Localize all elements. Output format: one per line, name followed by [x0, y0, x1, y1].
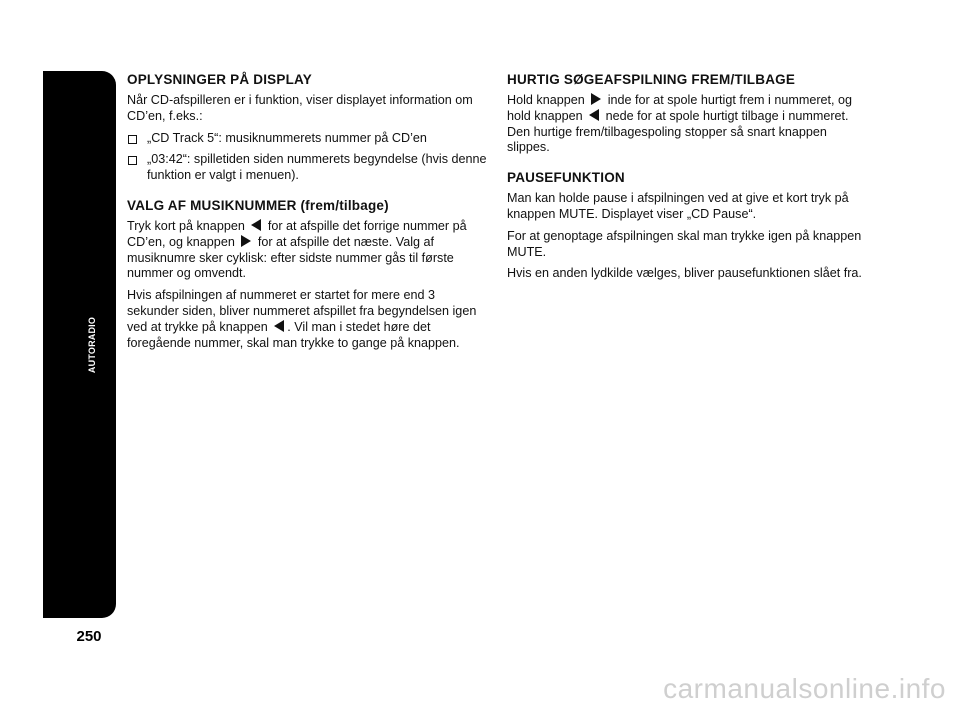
- checkbox-bullet-icon: [128, 135, 137, 144]
- fast-search-paragraph: Hold knappen inde for at spole hurtigt frem i nummeret, og hold knappen nede for at spole hurtigt tilbage i nummeret. Den hurtige frem/tilbagespoling stopper så snart knappen slippes.: [507, 93, 853, 155]
- arrow-right-icon: [241, 235, 251, 247]
- bullet-text: „03:42“: spilletiden siden nummerets begyndelse (hvis denne funktion er valgt i menuen).: [147, 152, 487, 183]
- pause-paragraph-2: For at genoptage afspilningen skal man trykke igen på knappen MUTE.: [507, 228, 862, 259]
- watermark: carmanualsonline.info: [663, 673, 946, 704]
- display-info-intro: Når CD-afspilleren er i funktion, viser displayet information om CD’en, f.eks.:: [127, 93, 473, 123]
- page-number: 250: [76, 628, 102, 645]
- side-tab: [43, 71, 116, 618]
- right-column: [507, 72, 867, 288]
- list-item: [127, 131, 487, 147]
- arrow-right-icon: [591, 93, 601, 105]
- fast-search-heading: HURTIG SØGEAFSPILNING FREM/TILBAGE: [507, 72, 796, 87]
- track-select-paragraph: Tryk kort på knappen for at afspille det forrige nummer på CD’en, og knappen for at afspille det næste. Valg af musiknumre sker cyklisk: efter sidste nummer gås til første nummer og omvendt.: [127, 218, 467, 281]
- pause-paragraph-3: Hvis en anden lydkilde vælges, bliver pausefunktionen slået fra.: [507, 266, 862, 281]
- section-label: AUTORADIO: [87, 316, 97, 374]
- display-info-heading: OPLYSNINGER PÅ DISPLAY: [127, 72, 312, 87]
- track-select-heading: VALG AF MUSIKNUMMER (frem/tilbage): [127, 197, 389, 213]
- pause-heading: PAUSEFUNKTION: [507, 170, 625, 186]
- arrow-left-icon: [589, 109, 599, 121]
- left-column: [127, 72, 487, 357]
- arrow-left-icon: [251, 219, 261, 231]
- pause-paragraph-1: Man kan holde pause i afspilningen ved at give et kort tryk på knappen MUTE. Displayet viser „CD Pause“.: [507, 191, 849, 221]
- arrow-left-icon: [274, 320, 284, 332]
- checkbox-bullet-icon: [128, 156, 137, 165]
- list-item: [127, 152, 487, 184]
- track-restart-paragraph: Hvis afspilningen af nummeret er startet for mere end 3 sekunder siden, bliver nummeret afspillet fra begyndelsen igen ved at trykke på knappen . Vil man i stedet høre det foregående nummer, skal man trykke to gange på knappen.: [127, 288, 477, 350]
- bullet-text: „CD Track 5“: musiknummerets nummer på CD’en: [147, 130, 427, 145]
